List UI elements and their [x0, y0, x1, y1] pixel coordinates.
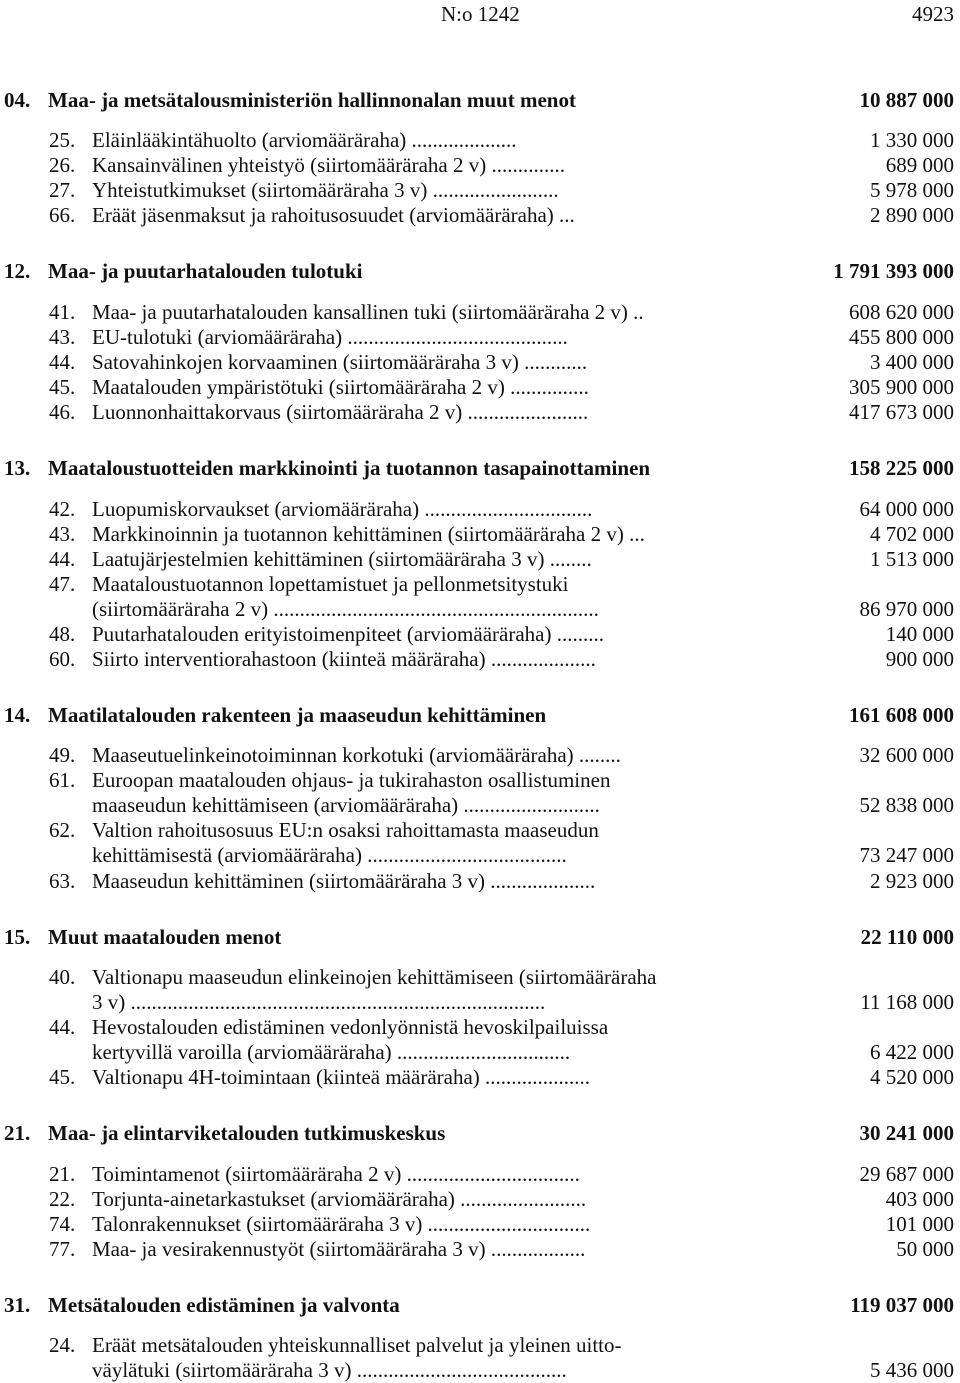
item-amount: 1 330 000 [870, 128, 954, 152]
budget-item-row [0, 399, 960, 425]
item-amount: 140 000 [885, 622, 954, 646]
item-number: 21. [49, 1162, 76, 1186]
item-number: 63. [49, 869, 76, 893]
item-description: Puutarhatalouden erityistoimenpiteet (arviomääräraha) ......... [92, 622, 604, 646]
item-description: EU-tulotuki (arviomääräraha) .......................................... [92, 325, 568, 349]
item-description: kertyvillä varoilla (arviomääräraha) ................................. [92, 1040, 571, 1064]
item-description: Maa- ja metsätalousministeriön hallinnonalan muut menot [48, 88, 576, 112]
section-heading-row [0, 258, 960, 284]
item-amount: 6 422 000 [870, 1040, 954, 1064]
item-description: Hevostalouden edistäminen vedonlyönnistä hevoskilpailuissa [92, 1015, 609, 1039]
budget-item-row [0, 1357, 960, 1383]
item-number: 21. [4, 1121, 31, 1145]
item-amount: 4 702 000 [870, 522, 954, 546]
item-number: 13. [4, 456, 31, 480]
item-amount: 101 000 [885, 1212, 954, 1236]
item-amount: 3 400 000 [870, 350, 954, 374]
section-heading-row [0, 702, 960, 728]
budget-item-row [0, 177, 960, 203]
item-number: 60. [49, 647, 76, 671]
item-amount: 158 225 000 [849, 456, 954, 480]
budget-item-row [0, 1064, 960, 1090]
item-description: Luonnonhaittakorvaus (siirtomääräraha 2 v) ....................... [92, 400, 589, 424]
budget-item-row [0, 521, 960, 547]
item-description: Maa- ja puutarhatalouden kansallinen tuki (siirtomääräraha 2 v) .. [92, 300, 644, 324]
budget-item-row [0, 324, 960, 350]
item-number: 48. [49, 622, 76, 646]
item-amount: 29 687 000 [859, 1162, 954, 1186]
item-amount: 455 800 000 [849, 325, 954, 349]
item-description: Maa- ja puutarhatalouden tulotuki [48, 259, 363, 283]
budget-item-row [0, 1332, 960, 1358]
item-number: 77. [49, 1237, 76, 1261]
item-number: 42. [49, 497, 76, 521]
section-heading-row [0, 1292, 960, 1318]
item-amount: 11 168 000 [860, 990, 954, 1014]
budget-item-row [0, 742, 960, 768]
budget-item-row [0, 374, 960, 400]
item-description: Yhteistutkimukset (siirtomääräraha 3 v) ........................ [92, 178, 559, 202]
budget-item-row [0, 964, 960, 990]
section-heading-row [0, 924, 960, 950]
item-amount: 2 890 000 [870, 203, 954, 227]
budget-item-row [0, 546, 960, 572]
budget-item-row [0, 127, 960, 153]
page-number: 4923 [912, 2, 954, 26]
item-description: Luopumiskorvaukset (arviomääräraha) ................................ [92, 497, 593, 521]
item-number: 24. [49, 1333, 76, 1357]
item-description: Metsätalouden edistäminen ja valvonta [48, 1293, 400, 1317]
item-amount: 689 000 [885, 153, 954, 177]
budget-item-row [0, 152, 960, 178]
item-description: Muut maatalouden menot [48, 925, 282, 949]
item-number: 04. [4, 88, 31, 112]
item-description: Maatalouden ympäristötuki (siirtomääräraha 2 v) ............... [92, 375, 589, 399]
budget-item-row [0, 817, 960, 843]
item-number: 31. [4, 1293, 31, 1317]
item-description: Maatilatalouden rakenteen ja maaseudun kehittäminen [48, 703, 547, 727]
item-description: Eräät metsätalouden yhteiskunnalliset palvelut ja yleinen uitto- [92, 1333, 622, 1357]
item-number: 12. [4, 259, 31, 283]
budget-item-row [0, 571, 960, 597]
item-number: 46. [49, 400, 76, 424]
item-amount: 417 673 000 [849, 400, 954, 424]
item-amount: 50 000 [896, 1237, 954, 1261]
item-description: Torjunta-ainetarkastukset (arviomääräraha) ........................ [92, 1187, 587, 1211]
item-number: 14. [4, 703, 31, 727]
item-description: Maataloustuotannon lopettamistuet ja pellonmetsitystuki [92, 572, 569, 596]
item-amount: 4 520 000 [870, 1065, 954, 1089]
item-amount: 161 608 000 [849, 703, 954, 727]
item-number: 25. [49, 128, 76, 152]
budget-item-row [0, 202, 960, 228]
budget-item-row [0, 646, 960, 672]
item-description: Maaseutuelinkeinotoiminnan korkotuki (arviomääräraha) ........ [92, 743, 621, 767]
item-number: 27. [49, 178, 76, 202]
item-number: 74. [49, 1212, 76, 1236]
section-heading-row [0, 1120, 960, 1146]
item-description: väylätuki (siirtomääräraha 3 v) ........................................ [92, 1358, 567, 1382]
item-number: 62. [49, 818, 76, 842]
item-description: Valtionapu maaseudun elinkeinojen kehittämiseen (siirtomääräraha [92, 965, 657, 989]
item-number: 43. [49, 325, 76, 349]
section-heading-row [0, 87, 960, 113]
item-number: 44. [49, 1015, 76, 1039]
budget-item-row [0, 621, 960, 647]
item-number: 44. [49, 350, 76, 374]
item-amount: 1 513 000 [870, 547, 954, 571]
item-amount: 22 110 000 [860, 925, 954, 949]
item-description: Eläinlääkintähuolto (arviomääräraha) .................... [92, 128, 517, 152]
section-heading-row [0, 455, 960, 481]
page-header [0, 0, 960, 40]
item-number: 45. [49, 1065, 76, 1089]
item-number: 43. [49, 522, 76, 546]
budget-item-row [0, 1186, 960, 1212]
budget-item-row [0, 842, 960, 868]
budget-item-row [0, 1161, 960, 1187]
item-amount: 73 247 000 [859, 843, 954, 867]
budget-item-row [0, 1039, 960, 1065]
item-description: Valtion rahoitusosuus EU:n osaksi rahoittamasta maaseudun [92, 818, 599, 842]
budget-item-row [0, 496, 960, 522]
item-description: Euroopan maatalouden ohjaus- ja tukirahaston osallistuminen [92, 768, 611, 792]
item-amount: 30 241 000 [859, 1121, 954, 1145]
budget-item-row [0, 989, 960, 1015]
budget-item-row [0, 792, 960, 818]
item-amount: 305 900 000 [849, 375, 954, 399]
item-description: kehittämisestä (arviomääräraha) ...................................... [92, 843, 567, 867]
item-description: Siirto interventiorahastoon (kiinteä määräraha) .................... [92, 647, 596, 671]
item-number: 47. [49, 572, 76, 596]
item-number: 26. [49, 153, 76, 177]
budget-item-row [0, 349, 960, 375]
item-description: 3 v) ............................................................................... [92, 990, 546, 1014]
item-description: Toimintamenot (siirtomääräraha 2 v) ................................. [92, 1162, 580, 1186]
budget-item-row [0, 299, 960, 325]
item-number: 44. [49, 547, 76, 571]
item-description: Maataloustuotteiden markkinointi ja tuotannon tasapainottaminen [48, 456, 651, 480]
item-number: 40. [49, 965, 76, 989]
budget-item-row [0, 596, 960, 622]
item-number: 45. [49, 375, 76, 399]
item-amount: 608 620 000 [849, 300, 954, 324]
document-number: N:o 1242 [441, 2, 520, 26]
item-number: 66. [49, 203, 76, 227]
item-description: Maaseudun kehittäminen (siirtomääräraha 3 v) .................... [92, 869, 596, 893]
budget-item-row [0, 1236, 960, 1262]
item-amount: 52 838 000 [859, 793, 954, 817]
item-description: Maa- ja elintarviketalouden tutkimuskeskus [48, 1121, 446, 1145]
item-description: Eräät jäsenmaksut ja rahoitusosuudet (arviomääräraha) ... [92, 203, 575, 227]
item-description: Laatujärjestelmien kehittäminen (siirtomääräraha 3 v) ........ [92, 547, 592, 571]
item-amount: 2 923 000 [870, 869, 954, 893]
item-description: maaseudun kehittämiseen (arviomääräraha) .......................... [92, 793, 600, 817]
item-number: 61. [49, 768, 76, 792]
item-amount: 5 436 000 [870, 1358, 954, 1382]
item-number: 22. [49, 1187, 76, 1211]
item-amount: 1 791 393 000 [833, 259, 954, 283]
item-amount: 403 000 [885, 1187, 954, 1211]
item-description: Maa- ja vesirakennustyöt (siirtomääräraha 3 v) .................. [92, 1237, 586, 1261]
item-amount: 32 600 000 [859, 743, 954, 767]
item-number: 15. [4, 925, 31, 949]
item-description: (siirtomääräraha 2 v) .............................................................. [92, 597, 599, 621]
item-number: 49. [49, 743, 76, 767]
item-description: Satovahinkojen korvaaminen (siirtomääräraha 3 v) ............ [92, 350, 588, 374]
item-amount: 900 000 [885, 647, 954, 671]
item-amount: 86 970 000 [859, 597, 954, 621]
budget-item-row [0, 767, 960, 793]
item-amount: 10 887 000 [859, 88, 954, 112]
item-amount: 5 978 000 [870, 178, 954, 202]
budget-item-row [0, 1211, 960, 1237]
item-amount: 64 000 000 [859, 497, 954, 521]
budget-item-row [0, 868, 960, 894]
item-description: Valtionapu 4H-toimintaan (kiinteä määräraha) .................... [92, 1065, 591, 1089]
budget-item-row [0, 1014, 960, 1040]
item-number: 41. [49, 300, 76, 324]
item-description: Talonrakennukset (siirtomääräraha 3 v) ............................... [92, 1212, 591, 1236]
item-description: Markkinoinnin ja tuotannon kehittäminen (siirtomääräraha 2 v) ... [92, 522, 645, 546]
item-amount: 119 037 000 [850, 1293, 954, 1317]
item-description: Kansainvälinen yhteistyö (siirtomääräraha 2 v) .............. [92, 153, 565, 177]
